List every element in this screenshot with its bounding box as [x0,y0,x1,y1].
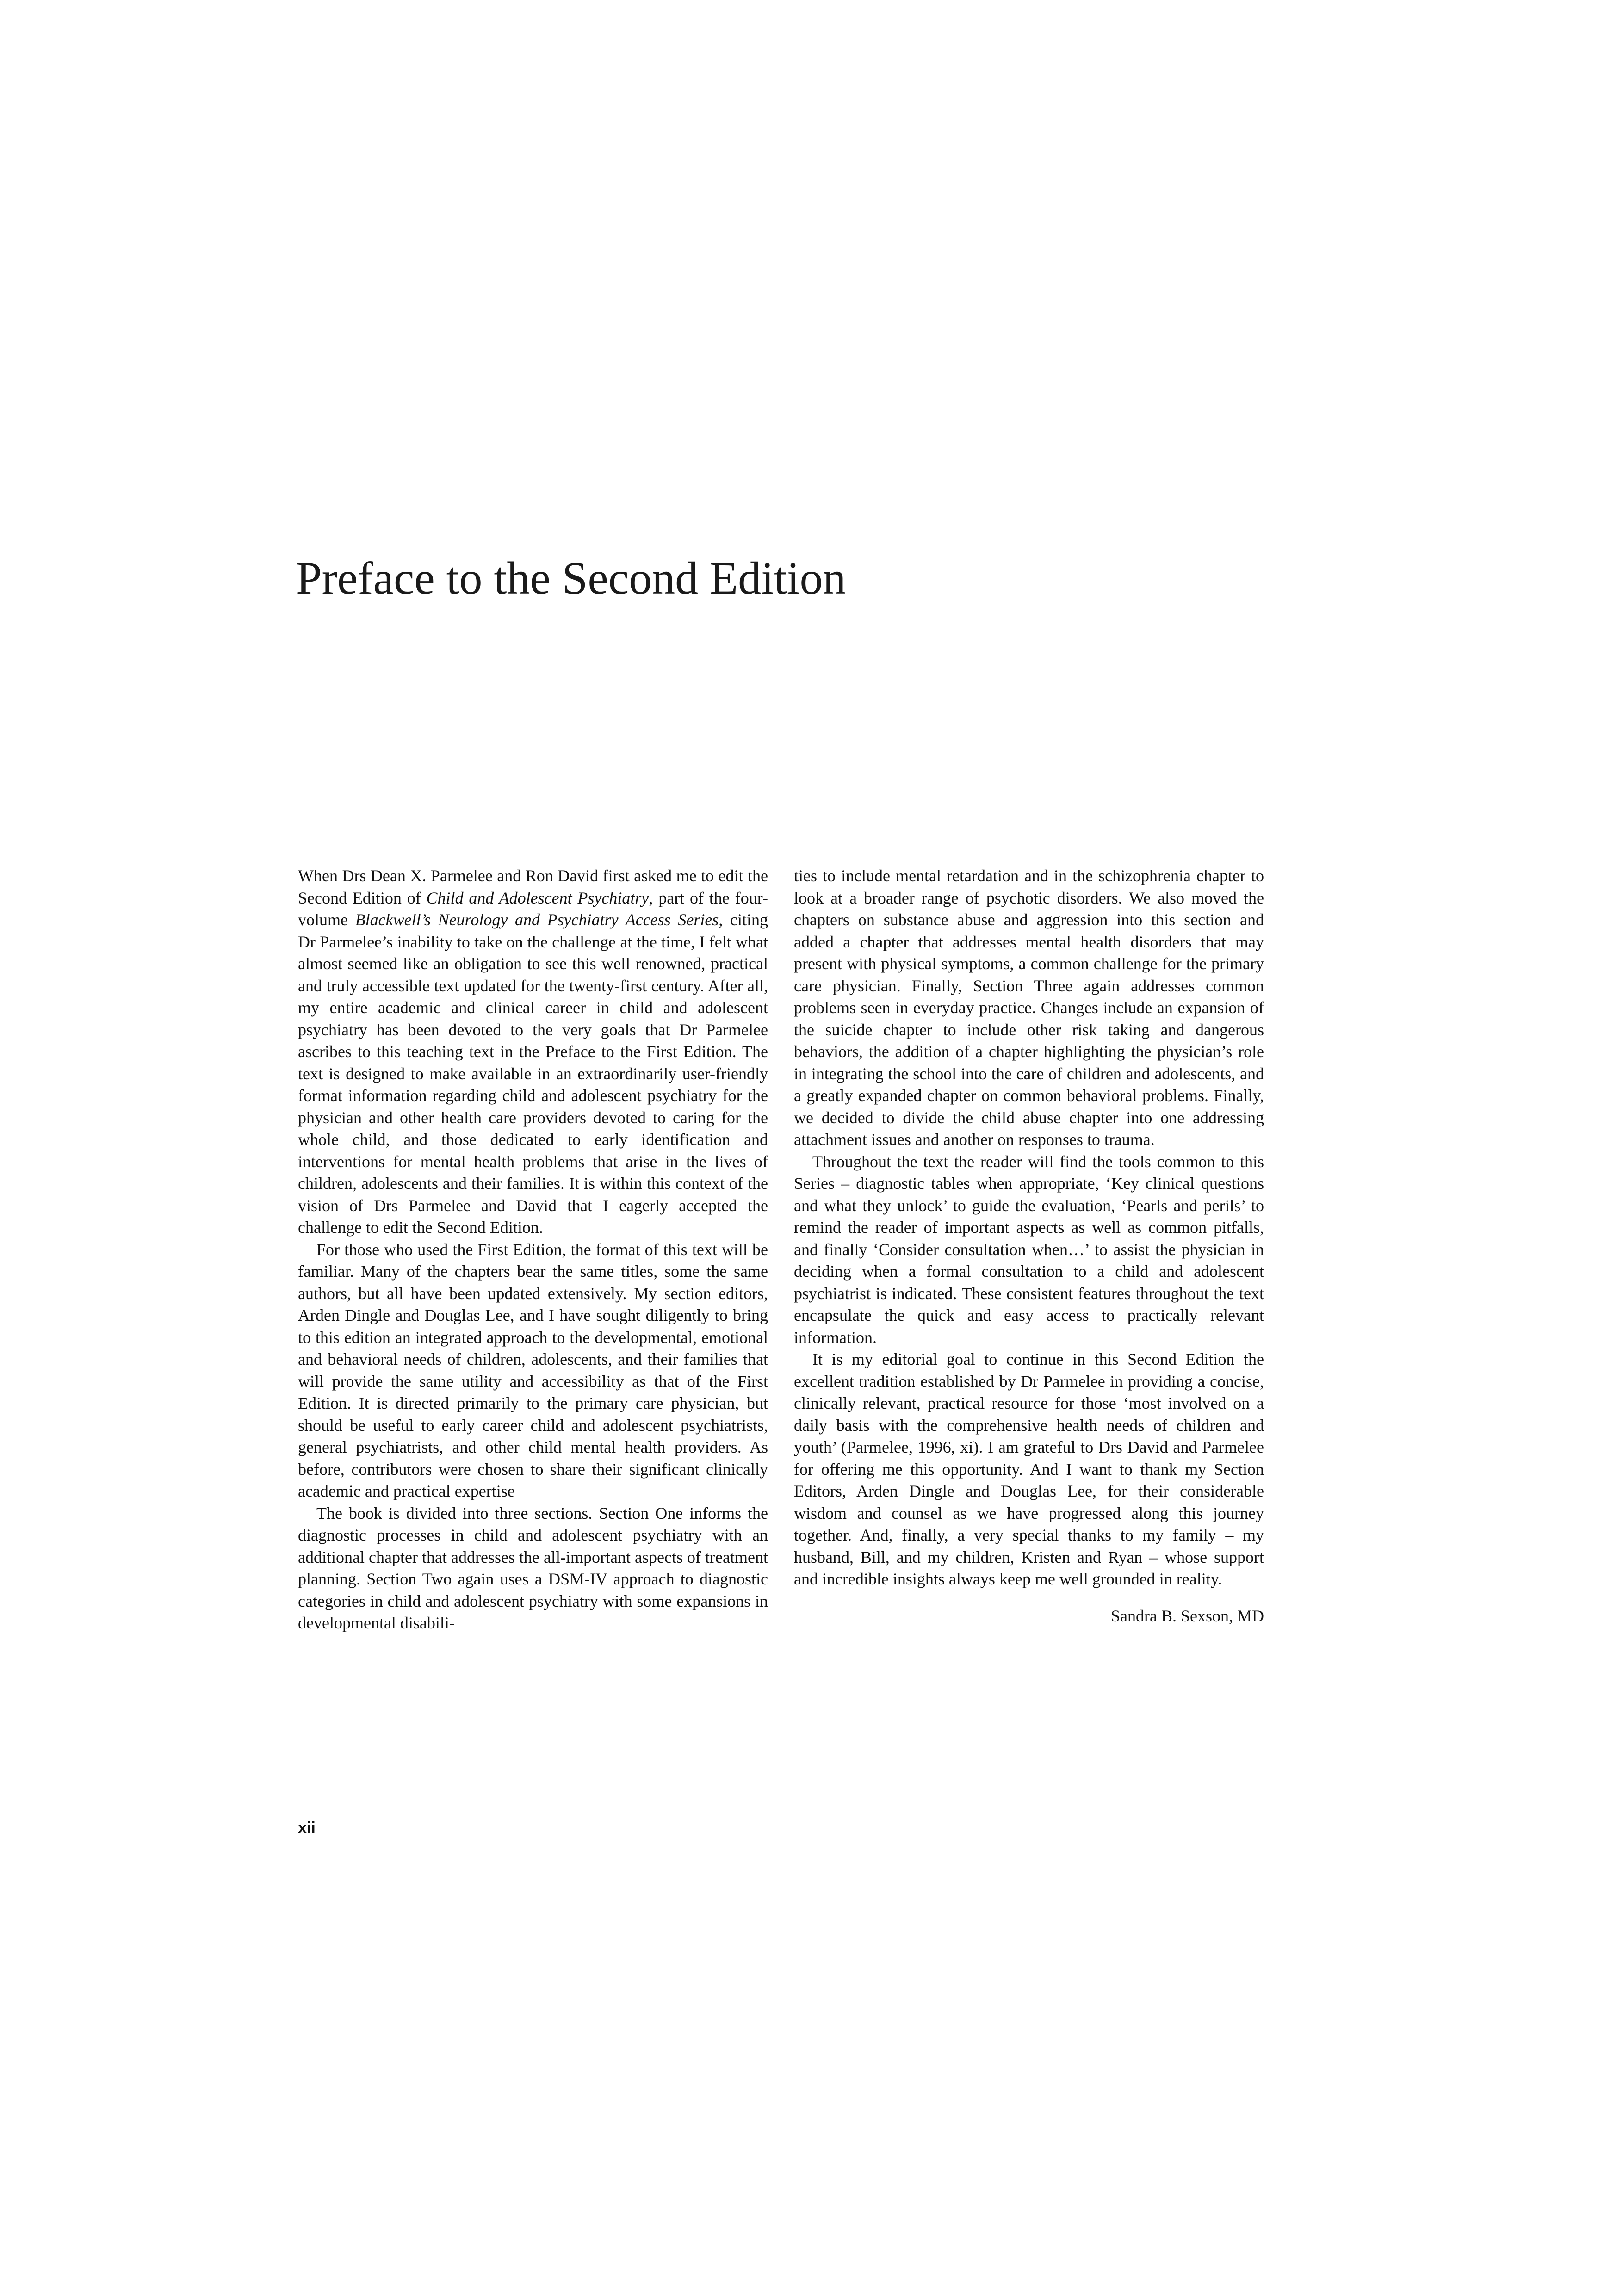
paragraph-editorial-goal: It is my editorial goal to continue in this Second Edition the excellent tradition established by Dr Parmelee in providing a concise, clinically relevant, practical resource for those ‘most involved on a daily basis with the comprehensive health needs of children and youth’ (Parmelee, 1996, xi). I am grateful to Drs David and Parmelee for offering me this opportunity. And I want to thank my Section Editors, Arden Dingle and Douglas Lee, for their considerable wisdom and counsel as we have progressed along this journey together. And, finally, a very special thanks to my family – my husband, Bill, and my children, Kristen and Ryan – whose support and incredible insights always keep me well grounded in reality. [794,1350,1264,1588]
book-title: Child and Adolescent Psychiatry [426,888,649,907]
paragraph-section-changes: ties to include mental retardation and in the schizophrenia chapter to look at a broader range of psychotic disorders. We also moved the chapters on substance abuse and aggression into this section and added a chapter that addresses mental health disorders that may present with physical symptoms, a common challenge for the primary care physician. Finally, Section Three again addresses common problems seen in everyday practice. Changes include an expansion of the suicide chapter to include other risk taking and dangerous behaviors, the addition of a chapter highlighting the physician’s role in integrating the school into the care of children and adolescents, and a greatly expanded chapter on common behavioral problems. Finally, we decided to divide the child abuse chapter into one addressing attachment issues and another on responses to trauma. [794,866,1264,1149]
right-text-column [794,865,1264,1627]
paragraph-intro [298,865,768,1239]
left-text-column [298,865,768,1634]
series-title: Blackwell’s Neurology and Psychiatry Access Series [355,910,719,929]
paragraph-intro-text-b: , part of the four-volume [298,888,768,929]
paragraph-series-tools: Throughout the text the reader will find the tools common to this Series – diagnostic tables when appropriate, ‘Key clinical questions and what they unlock’ to guide the evaluation, ‘Pearls and perils’ to remind the reader of important aspects as well as common pitfalls, and finally ‘Consider consultation when…’ to assist the physician in deciding when a formal consultation to a child and adolescent psychiatrist is indicated. These consistent features throughout the text encapsulate the quick and easy access to practically relevant information. [794,1152,1264,1347]
paragraph-intro-text-a: When Drs Dean X. Parmelee and Ron David first asked me to edit the Second Edition of [298,866,768,907]
author-signature: Sandra B. Sexson, MD [1111,1606,1264,1625]
paragraph-intro-text-c: , citing Dr Parmelee’s inability to take on the challenge at the time, I felt what almost seemed like an obligation to see this well renowned, practical and truly accessible text updated for the twenty-first century. After all, my entire academic and clinical career in child and adolescent psychiatry has been devoted to the very goals that Dr Parmelee ascribes to this teaching text in the Preface to the First Edition. The text is designed to make available in an extraordinarily user-friendly format information regarding child and adolescent psychiatry for the physician and other health care providers devoted to caring for the whole child, and those dedicated to early identification and interventions for mental health problems that arise in the lives of children, adolescents and their families. It is within this context of the vision of Drs Parmelee and David that I eagerly accepted the challenge to edit the Second Edition. [298,910,768,1237]
page-title: Preface to the Second Edition [296,552,846,604]
paragraph-sections: The book is divided into three sections. Section One informs the diagnostic processes in child and adolescent psychiatry with an additional chapter that addresses the all-important aspects of treatment planning. Section Two again uses a DSM-IV approach to diagnostic categories in child and adolescent psychiatry with some expansions in developmental disabili- [298,1504,768,1632]
paragraph-first-edition: For those who used the First Edition, the format of this text will be familiar. Many of the chapters bear the same titles, some the same authors, but all have been updated extensively. My section editors, Arden Dingle and Douglas Lee, and I have sought diligently to bring to this edition an integrated approach to the developmental, emotional and behavioral needs of children, adolescents, and their families that will provide the same utility and accessibility as that of the First Edition. It is directed primarily to the primary care physician, but should be useful to early career child and adolescent psychiatrists, general psychiatrists, and other child mental health providers. As before, contributors were chosen to share their significant clinically academic and practical expertise [298,1240,768,1500]
page-number: xii [298,1819,316,1837]
